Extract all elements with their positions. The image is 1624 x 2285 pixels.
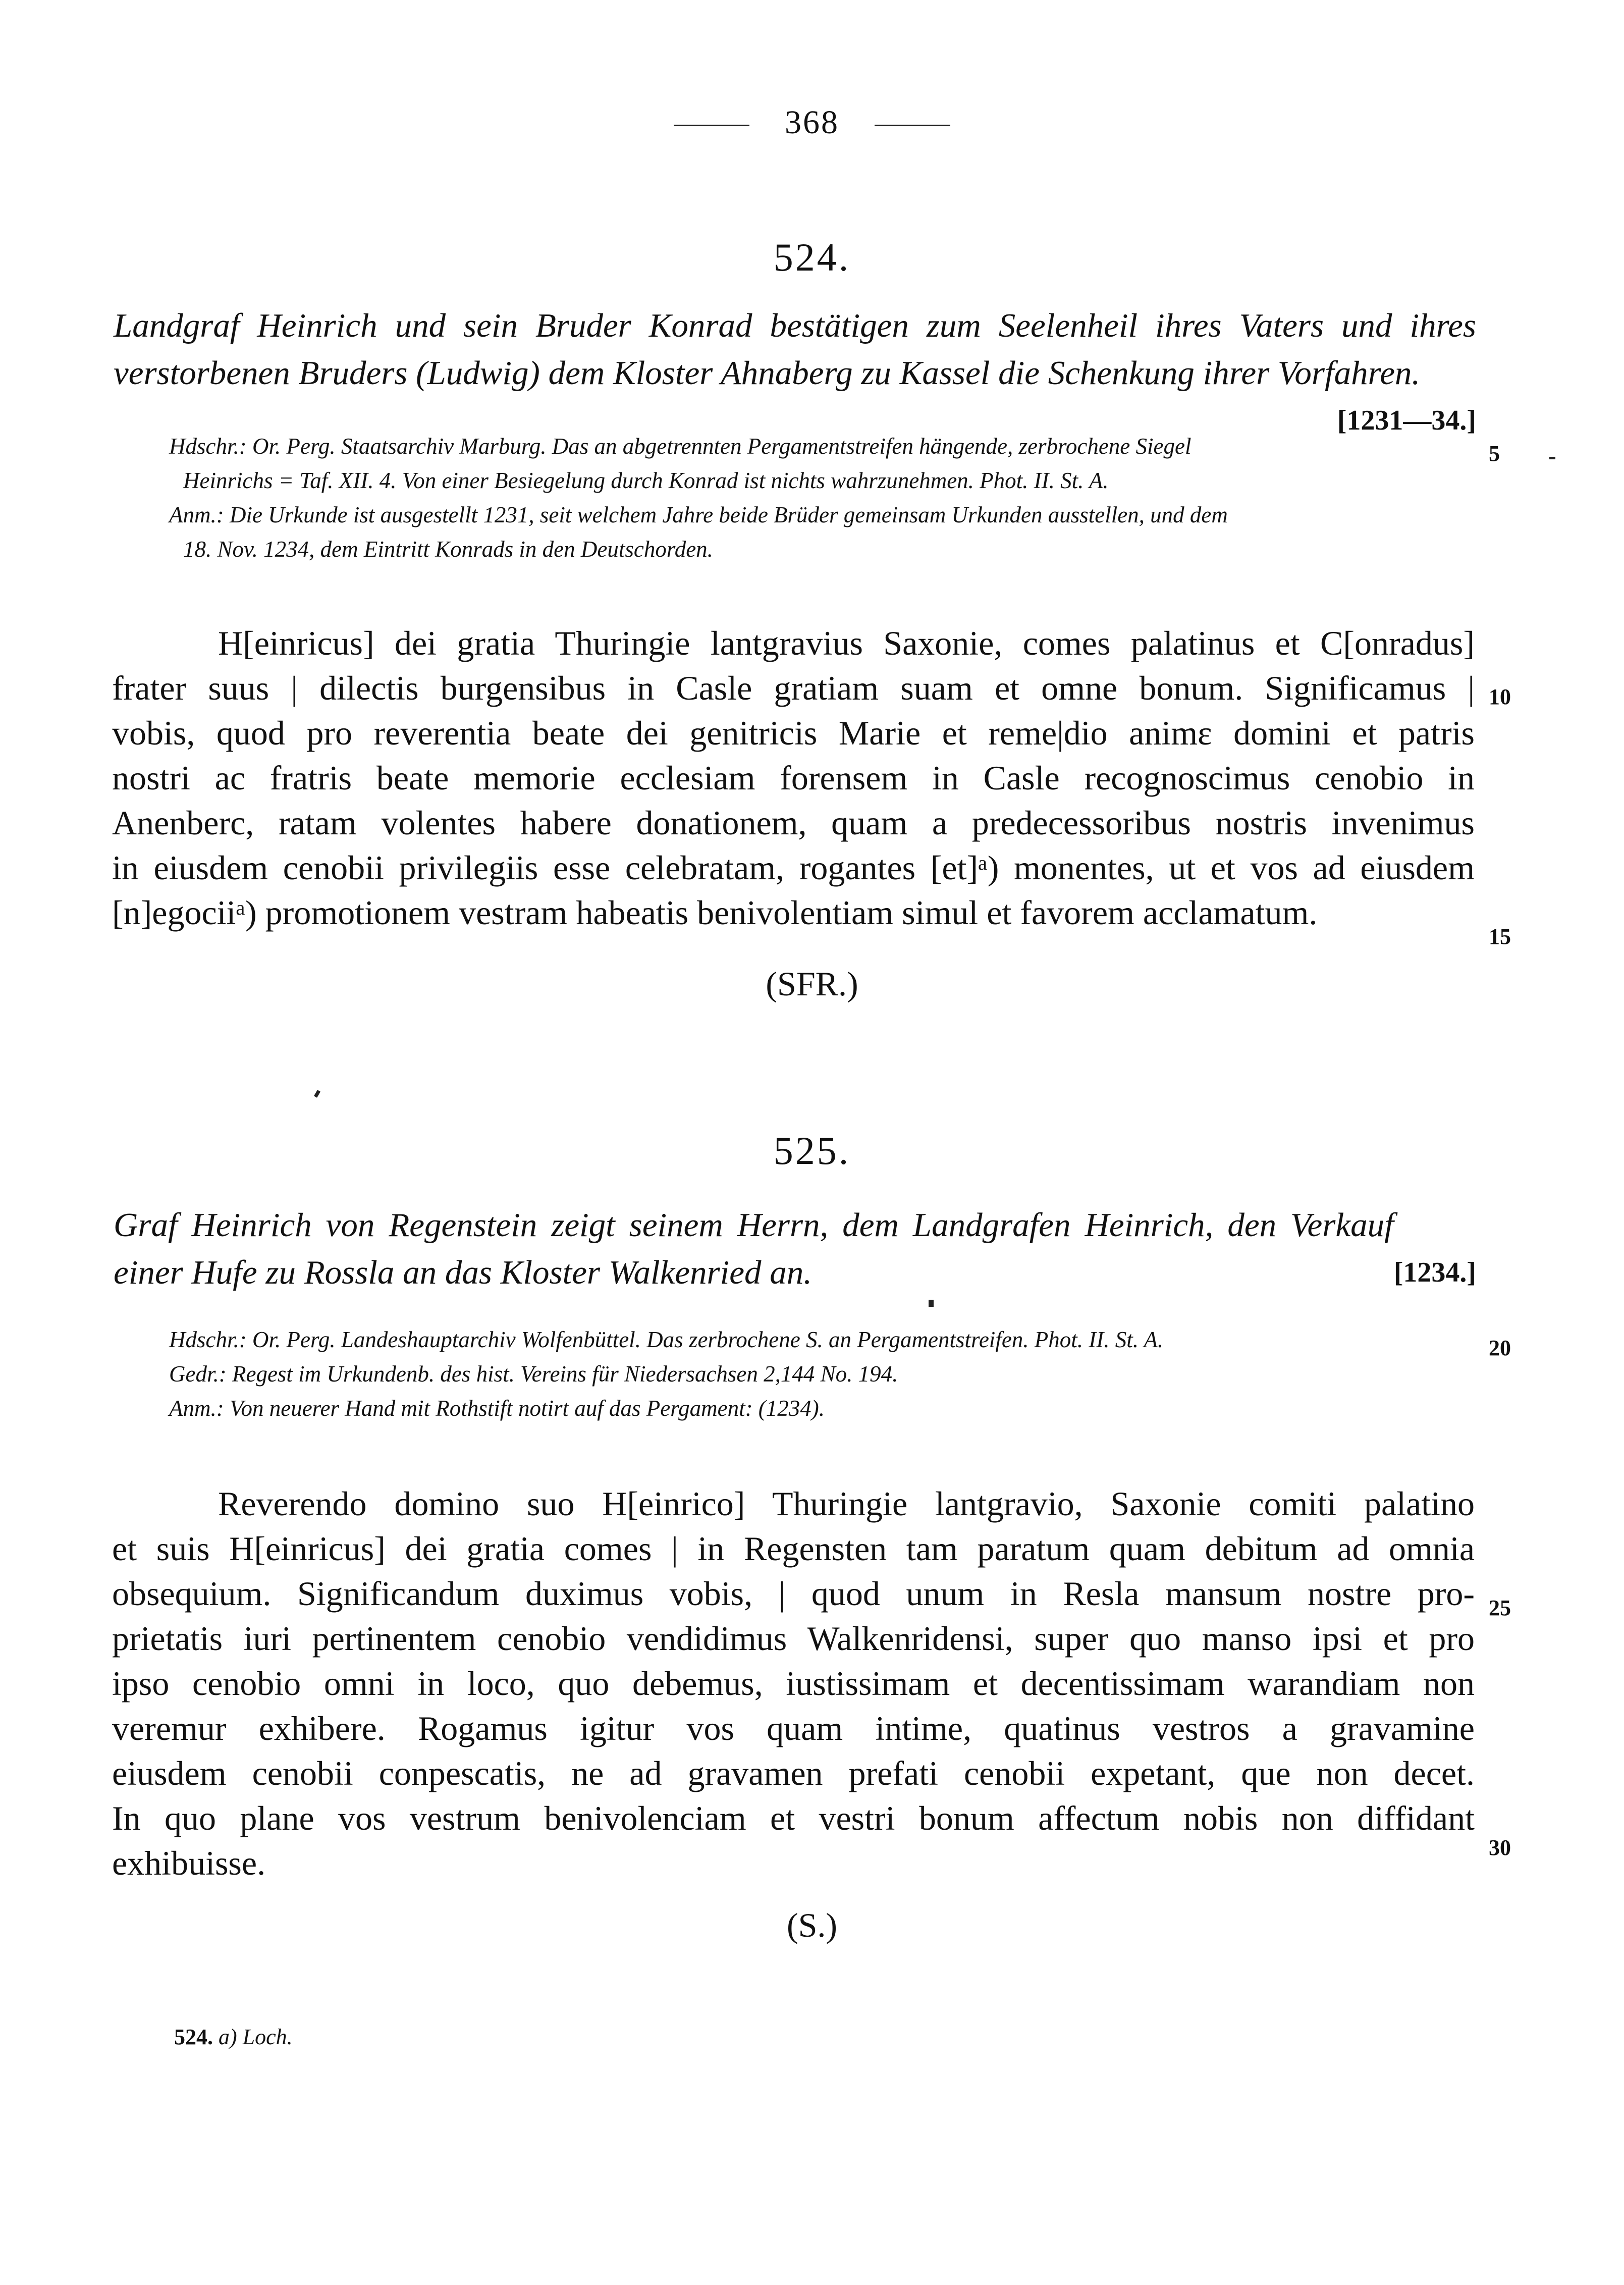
line-number: 15 bbox=[1489, 924, 1511, 949]
line-number: 30 bbox=[1489, 1835, 1511, 1860]
scan-speck bbox=[314, 1090, 320, 1098]
seal-mark: (S.) bbox=[786, 1906, 838, 1944]
text-line: H[einricus] dei gratia Thuringie lantgravius Saxonie, comes palatinus et C[onradus] bbox=[218, 624, 1475, 662]
annotation-line: Heinrichs = Taf. XII. 4. Von einer Besiegelung durch Konrad ist nichts wahrzunehmen. Phot. II. St. A. bbox=[183, 468, 1109, 493]
annotation-line: Hdschr.: Or. Perg. Landeshauptarchiv Wolfenbüttel. Das zerbrochene S. an Pergamentstreifen. Phot. II. St. A. bbox=[169, 1327, 1164, 1352]
page-header bbox=[0, 103, 1624, 142]
text-line: prietatis iuri pertinentem cenobio vendidimus Walkenridensi, super quo manso ipsi et pro bbox=[112, 1619, 1475, 1658]
annotation-line: Anm.: Die Urkunde ist ausgestellt 1231, seit welchem Jahre beide Brüder gemeinsam Urkunden ausstellen, und dem bbox=[169, 502, 1228, 527]
text-line: exhibuisse. bbox=[112, 1844, 266, 1882]
seal-mark: (SFR.) bbox=[766, 965, 858, 1003]
annotation-line: Gedr.: Regest im Urkundenb. des hist. Vereins für Niedersachsen 2,144 No. 194. bbox=[169, 1361, 898, 1387]
footnote-text: a) Loch. bbox=[219, 2025, 293, 2049]
text-line: nostri ac fratris beate memorie ecclesiam forensem in Casle recognoscimus cenobio in bbox=[112, 759, 1475, 797]
text-line: obsequium. Significandum duximus vobis, | quod unum in Resla mansum nostre pro- bbox=[112, 1574, 1475, 1613]
document-text bbox=[112, 621, 1475, 935]
line-number: 20 bbox=[1489, 1336, 1511, 1360]
header-rule-right bbox=[875, 125, 950, 126]
line-number: 25 bbox=[1489, 1596, 1511, 1620]
annotation-line: 18. Nov. 1234, dem Eintritt Konrads in den Deutschorden. bbox=[183, 537, 713, 562]
entry-number: 525. bbox=[773, 1129, 851, 1173]
text-line: [n]egociiᵃ) promotionem vestram habeatis benivolentiam simul et favorem acclamatum. bbox=[112, 893, 1318, 932]
text-line: In quo plane vos vestrum benivolenciam et vestri bonum affectum nobis non diffidant bbox=[112, 1799, 1475, 1837]
annotation-line: Anm.: Von neuerer Hand mit Rothstift notirt auf das Pergament: (1234). bbox=[169, 1396, 825, 1421]
regest-text: Graf Heinrich von Regenstein zeigt seinem Herrn, dem Landgrafen Heinrich, den Verkauf einer Hufe zu Rossla an das Kloster Walkenried an. bbox=[114, 1206, 1394, 1291]
footnote-ref: 524. bbox=[174, 2025, 213, 2049]
regest-date: [1234.] bbox=[1393, 1257, 1476, 1288]
header-rule-left bbox=[674, 125, 749, 126]
regest bbox=[114, 302, 1476, 444]
scan-speck bbox=[1549, 457, 1555, 459]
text-line: frater suus | dilectis burgensibus in Casle gratiam suam et omne bonum. Significamus | bbox=[112, 669, 1475, 707]
text-line: ipso cenobio omni in loco, quo debemus, iustissimam et decentissimam warandiam non bbox=[112, 1664, 1475, 1703]
line-number: 5 bbox=[1489, 441, 1500, 466]
document-text bbox=[112, 1481, 1475, 1886]
annotations bbox=[169, 429, 1474, 566]
footnote bbox=[174, 2024, 293, 2050]
text-line: et suis H[einricus] dei gratia comes | in Regensten tam paratum quam debitum ad omnia bbox=[112, 1529, 1475, 1568]
text-line: eiusdem cenobii conpescatis, ne ad gravamen prefati cenobii expetant, que non decet. bbox=[112, 1754, 1475, 1792]
line-number: 10 bbox=[1489, 684, 1511, 709]
text-line: Reverendo domino suo H[einrico] Thuringie lantgravio, Saxonie comiti palatino bbox=[218, 1484, 1475, 1523]
regest-date: [1231—34.] bbox=[1337, 405, 1476, 436]
scan-speck bbox=[929, 1300, 934, 1307]
annotations bbox=[169, 1322, 1474, 1425]
text-line: vobis, quod pro reverentia beate dei genitricis Marie et reme|dio animε domini et patris bbox=[112, 714, 1475, 752]
text-line: veremur exhibere. Rogamus igitur vos quam intime, quatinus vestros a gravamine bbox=[112, 1709, 1475, 1747]
annotation-line: Hdschr.: Or. Perg. Staatsarchiv Marburg. Das an abgetrennten Pergamentstreifen hängende, zerbrochene Siegel bbox=[169, 434, 1192, 459]
regest-text: Landgraf Heinrich und sein Bruder Konrad bestätigen zum Seelenheil ihres Vaters und ihres verstorbenen Bruders (Ludwig) dem Kloster Ahnaberg zu Kassel die Schenkung ihrer Vorfahren. bbox=[114, 307, 1476, 392]
entry-number: 524. bbox=[773, 235, 851, 279]
text-line: Anenberc, ratam volentes habere donationem, quam a predecessoribus nostris invenimus bbox=[112, 804, 1475, 842]
text-line: in eiusdem cenobii privilegiis esse celebratam, rogantes [et]ᵃ) monentes, ut et vos ad eiusdem bbox=[112, 848, 1475, 887]
page-number: 368 bbox=[785, 104, 839, 141]
regest bbox=[114, 1201, 1476, 1296]
